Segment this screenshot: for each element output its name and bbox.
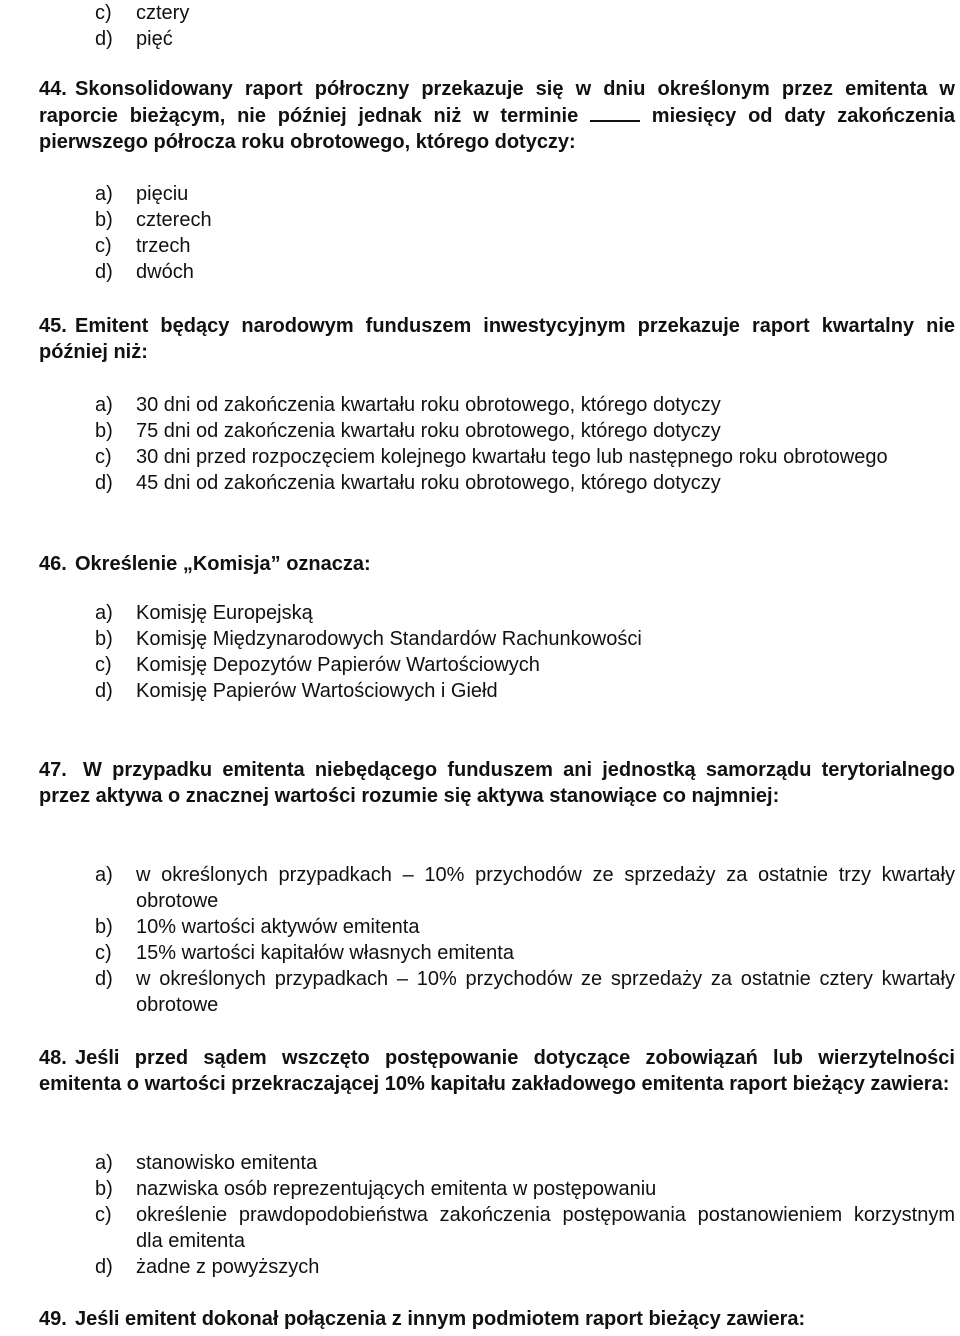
question-46-options bbox=[95, 600, 955, 704]
option-letter: a) bbox=[95, 1152, 113, 1174]
option bbox=[95, 392, 955, 418]
option-text: w określonych przypadkach – 10% przychodów ze sprzedaży za ostatnie trzy kwartały obrotowe bbox=[136, 864, 955, 912]
option bbox=[95, 652, 955, 678]
stem-text: miesięcy od daty zakończenia pierwszego półrocza roku obrotowego, którego dotyczy: bbox=[39, 105, 956, 153]
option-letter: a) bbox=[95, 394, 113, 416]
option-text: 30 dni przed rozpoczęciem kolejnego kwartału tego lub następnego roku obrotowego bbox=[136, 446, 888, 468]
option-letter: d) bbox=[95, 261, 113, 283]
option-text: pięciu bbox=[136, 183, 189, 205]
option bbox=[95, 26, 955, 52]
question-45 bbox=[39, 313, 955, 365]
stem-text: W przypadku emitenta niebędącego funduszem ani jednostką samorządu terytorialnego przez aktywa o znacznej wartości rozumie się aktywa stanowiące co najmniej: bbox=[39, 759, 955, 807]
option bbox=[95, 233, 955, 259]
question-stem bbox=[39, 757, 955, 809]
stem-text: Skonsolidowany raport półroczny przekazuje się w dniu określonym przez emitenta w raporcie bieżącym, nie później jednak niż w terminie bbox=[39, 78, 955, 127]
option bbox=[95, 600, 955, 626]
answer-blank bbox=[590, 102, 640, 122]
option-letter: c) bbox=[95, 942, 112, 964]
option-letter: c) bbox=[95, 235, 112, 257]
question-48 bbox=[39, 1045, 955, 1097]
option-text: stanowisko emitenta bbox=[136, 1152, 318, 1174]
option bbox=[95, 1176, 955, 1202]
option-text: cztery bbox=[136, 2, 190, 24]
question-46 bbox=[39, 551, 955, 577]
option bbox=[95, 914, 955, 940]
question-48-options bbox=[95, 1150, 955, 1280]
option bbox=[95, 181, 955, 207]
stem-text: Jeśli przed sądem wszczęto postępowanie dotyczące zobowiązań lub wierzytelności emitenta o wartości przekraczającej 10% kapitału zakładowego emitenta raport bieżący zawiera: bbox=[39, 1047, 955, 1095]
option-letter: a) bbox=[95, 864, 113, 886]
option bbox=[95, 1150, 955, 1176]
option-text: 30 dni od zakończenia kwartału roku obrotowego, którego dotyczy bbox=[136, 394, 721, 416]
option-letter: c) bbox=[95, 654, 112, 676]
option-text: czterech bbox=[136, 209, 212, 231]
option-letter: b) bbox=[95, 209, 113, 231]
question-49 bbox=[39, 1306, 955, 1332]
option bbox=[95, 259, 955, 285]
option bbox=[95, 1254, 955, 1280]
question-47-options bbox=[95, 862, 955, 1018]
option-text: 45 dni od zakończenia kwartału roku obrotowego, którego dotyczy bbox=[136, 472, 721, 494]
option bbox=[95, 470, 955, 496]
option-text: 75 dni od zakończenia kwartału roku obrotowego, którego dotyczy bbox=[136, 420, 721, 442]
stem-text: Jeśli emitent dokonał połączenia z innym podmiotem raport bieżący zawiera: bbox=[75, 1308, 806, 1330]
option-text: określenie prawdopodobieństwa zakończenia postępowania postanowieniem korzystnym dla emitenta bbox=[136, 1204, 955, 1252]
option bbox=[95, 0, 955, 26]
prev-question-options bbox=[95, 0, 955, 52]
question-number: 45. bbox=[39, 315, 67, 337]
option bbox=[95, 418, 955, 444]
option bbox=[95, 444, 955, 470]
stem-text: Określenie „Komisja” oznacza: bbox=[75, 553, 371, 575]
question-number: 47. bbox=[39, 759, 67, 781]
question-44-options bbox=[95, 181, 955, 285]
option-letter: d) bbox=[95, 28, 113, 50]
option-letter: b) bbox=[95, 916, 113, 938]
option-text: Komisję Depozytów Papierów Wartościowych bbox=[136, 654, 540, 676]
question-stem bbox=[39, 551, 955, 577]
question-number: 44. bbox=[39, 78, 67, 100]
option-text: trzech bbox=[136, 235, 191, 257]
question-number: 48. bbox=[39, 1047, 67, 1069]
option-text: Komisję Papierów Wartościowych i Giełd bbox=[136, 680, 498, 702]
question-stem bbox=[39, 1045, 955, 1097]
option-text: Komisję Europejską bbox=[136, 602, 313, 624]
option-text: nazwiska osób reprezentujących emitenta w postępowaniu bbox=[136, 1178, 657, 1200]
option-letter: c) bbox=[95, 2, 112, 24]
option-text: 10% wartości aktywów emitenta bbox=[136, 916, 420, 938]
option-letter: a) bbox=[95, 183, 113, 205]
option-text: w określonych przypadkach – 10% przychodów ze sprzedaży za ostatnie cztery kwartały obrotowe bbox=[136, 968, 955, 1016]
option-text: dwóch bbox=[136, 261, 194, 283]
question-stem bbox=[39, 313, 955, 365]
question-number: 46. bbox=[39, 553, 67, 575]
stem-text: Emitent będący narodowym funduszem inwestycyjnym przekazuje raport kwartalny nie później niż: bbox=[39, 315, 955, 363]
option-letter: d) bbox=[95, 472, 113, 494]
option bbox=[95, 940, 955, 966]
option bbox=[95, 862, 955, 914]
question-stem bbox=[39, 76, 955, 155]
option-text: żadne z powyższych bbox=[136, 1256, 320, 1278]
question-stem bbox=[39, 1306, 955, 1332]
option-text: Komisję Międzynarodowych Standardów Rachunkowości bbox=[136, 628, 642, 650]
option bbox=[95, 678, 955, 704]
option-letter: c) bbox=[95, 446, 112, 468]
option-letter: c) bbox=[95, 1204, 112, 1226]
option-letter: d) bbox=[95, 968, 113, 990]
question-44 bbox=[39, 76, 955, 155]
option-letter: b) bbox=[95, 1178, 113, 1200]
option-letter: d) bbox=[95, 680, 113, 702]
option-letter: a) bbox=[95, 602, 113, 624]
option bbox=[95, 207, 955, 233]
question-number: 49. bbox=[39, 1308, 67, 1330]
option-letter: b) bbox=[95, 628, 113, 650]
option bbox=[95, 626, 955, 652]
question-45-options bbox=[95, 392, 955, 496]
option-text: 15% wartości kapitałów własnych emitenta bbox=[136, 942, 514, 964]
option-letter: b) bbox=[95, 420, 113, 442]
option bbox=[95, 966, 955, 1018]
option-text: pięć bbox=[136, 28, 173, 50]
question-47 bbox=[39, 757, 955, 809]
option-letter: d) bbox=[95, 1256, 113, 1278]
option bbox=[95, 1202, 955, 1254]
